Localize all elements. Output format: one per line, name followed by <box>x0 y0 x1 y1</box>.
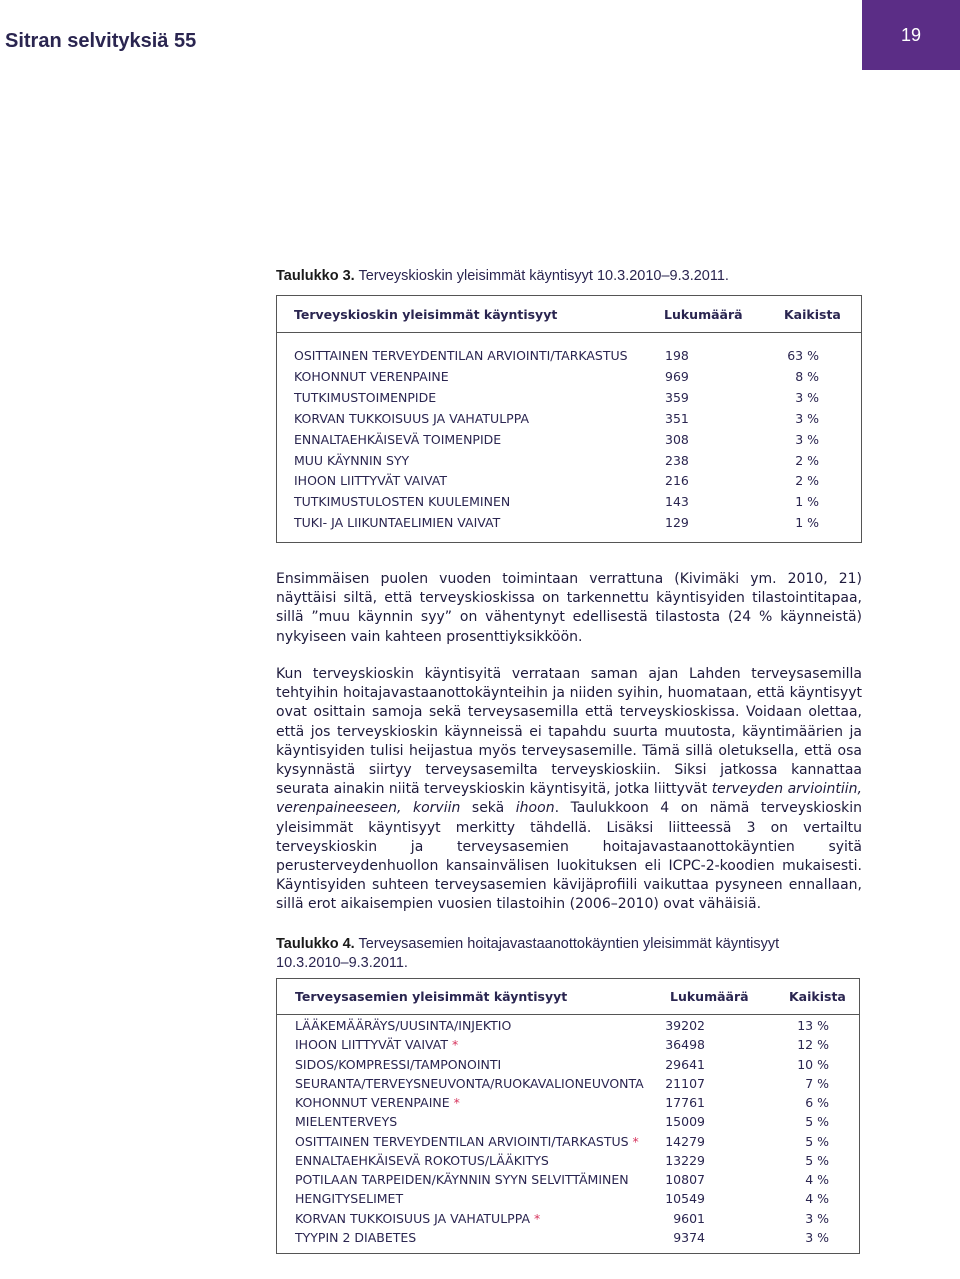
row-label: IHOON LIITTYVÄT VAIVAT <box>294 473 448 489</box>
row-label <box>295 1134 639 1149</box>
paragraph-2-part3: . Taulukkoon 4 on nämä terveyskioskin yleisimmät käyntisyyt merkitty tähdellä. Lisäksi liitteessä 3 on vertailtu terveyskioskin ja terveysasemien hoitajavastaanottokäyntien syitä perusterveydenhuollon kansainvälisen luokituksen eli ICPC-2-koodien mukaisesti. Käyntisyiden suhteen terveysasemien kävijäprofiili vaikuttaa pysyneen ennallaan, sillä erot aikaisempien vuosien tilastoihin (2006–2010) ovat vähäisiä. <box>276 800 862 913</box>
row-label-text: KOHONNUT VERENPAINE <box>295 1095 450 1110</box>
row-label-text: KORVAN TUKKOISUUS JA VAHATULPPA <box>295 1210 530 1226</box>
row-label <box>295 1057 501 1072</box>
table3 <box>276 295 862 543</box>
publication-series-title: Sitran selvityksiä 55 <box>5 30 197 52</box>
table-row <box>277 1113 859 1133</box>
row-share: 5 % <box>805 1152 829 1168</box>
row-label: TUTKIMUSTULOSTEN KUULEMINEN <box>294 494 511 510</box>
row-share: 3 % <box>795 431 819 447</box>
star-marker: * <box>530 1210 541 1226</box>
row-count: 10549 <box>665 1191 705 1207</box>
paragraph-1 <box>276 570 862 647</box>
paragraph-2-part2: sekä <box>460 800 516 817</box>
row-label <box>295 1037 458 1052</box>
row-count: 13229 <box>665 1152 705 1168</box>
table-row <box>277 1036 859 1056</box>
table4 <box>276 978 860 1254</box>
row-count: 359 <box>665 389 689 405</box>
row-share: 4 % <box>805 1172 829 1187</box>
row-label <box>295 1172 629 1187</box>
row-count: 36498 <box>665 1037 705 1053</box>
row-count: 21107 <box>665 1075 705 1091</box>
row-label-text: IHOON LIITTYVÄT VAIVAT <box>295 1037 449 1053</box>
row-label: KOHONNUT VERENPAINE <box>294 368 449 384</box>
row-share: 3 % <box>795 389 819 405</box>
table4-header-row <box>277 979 859 1015</box>
row-label: TUTKIMUSTOIMENPIDE <box>294 389 437 405</box>
row-share: 3 % <box>795 410 819 426</box>
row-count: 143 <box>665 494 689 510</box>
row-share: 8 % <box>795 368 819 384</box>
table3-caption <box>276 267 856 286</box>
row-share: 5 % <box>805 1114 829 1130</box>
star-marker: * <box>628 1133 639 1149</box>
table-row <box>277 430 861 450</box>
table3-caption-label: Taulukko 3. <box>276 268 355 284</box>
row-label-text: TYYPIN 2 DIABETES <box>295 1229 417 1245</box>
row-label-text: SEURANTA/TERVEYSNEUVONTA/RUOKAVALIONEUVONTA <box>295 1075 644 1091</box>
table-row <box>277 1075 859 1095</box>
table-row <box>277 367 861 387</box>
row-share: 5 % <box>805 1133 829 1149</box>
table4-caption <box>276 935 846 973</box>
star-marker: * <box>448 1037 459 1053</box>
row-label-text: SIDOS/KOMPRESSI/TAMPONOINTI <box>295 1056 502 1072</box>
row-count: 969 <box>665 368 689 384</box>
table-row <box>277 1229 859 1249</box>
row-share: 2 % <box>795 473 819 489</box>
paragraph-2-italic2: ihoon <box>515 800 555 817</box>
row-share: 12 % <box>797 1037 829 1053</box>
row-count: 198 <box>665 348 689 363</box>
row-label <box>295 1095 460 1110</box>
row-label-text: HENGITYSELIMET <box>295 1191 404 1207</box>
row-label-text: OSITTAINEN TERVEYDENTILAN ARVIOINTI/TARKASTUS <box>295 1133 629 1149</box>
row-share: 4 % <box>805 1191 829 1207</box>
row-share: 1 % <box>795 494 819 510</box>
table3-header-row <box>277 296 861 333</box>
row-label: KORVAN TUKKOISUUS JA VAHATULPPA <box>294 410 529 426</box>
row-count: 39202 <box>665 1018 705 1033</box>
table-row <box>277 471 861 491</box>
row-label-text: POTILAAN TARPEIDEN/KÄYNNIN SYYN SELVITTÄMINEN <box>295 1172 629 1187</box>
row-count: 351 <box>665 410 689 426</box>
table3-col-count: Lukumäärä <box>664 307 743 322</box>
row-share: 13 % <box>797 1018 829 1033</box>
table-row <box>277 1152 859 1172</box>
row-count: 15009 <box>665 1114 705 1130</box>
row-label: MUU KÄYNNIN SYY <box>294 452 410 468</box>
row-label <box>295 1230 416 1245</box>
row-count: 29641 <box>665 1056 705 1072</box>
row-share: 63 % <box>787 348 819 363</box>
table-row <box>277 388 861 408</box>
table-row <box>277 492 861 512</box>
paragraph-2-part1: Kun terveyskioskin käyntisyitä verrataan saman ajan Lahden terveysasemilla tehtyihin hoitajavastaanottokäynteihin ja niiden syihin, huomataan, että käyntisyyt ovat osittain samoja sekä terveysasemilla että terveyskioskissa. Voidaan olettaa, että jos terveyskioskin käynneissä ei tapahdu suurta muutosta, käyntimäärien ja käyntisyiden tulisi heijastua myös terveysasemille. Tämä sillä oletuksella, että osa kysynnästä siirtyy terveysasemilta terveyskioskiin. Siksi jatkossa kannattaa seurata ainakin niitä terveyskioskin käyntisyitä, jotka liittyvät <box>276 666 862 798</box>
row-label: TUKI- JA LIIKUNTAELIMIEN VAIVAT <box>294 515 501 531</box>
row-label <box>295 1191 403 1206</box>
table-row <box>277 451 861 471</box>
paragraph-2 <box>276 665 862 915</box>
table-row <box>277 1056 859 1076</box>
table-row <box>277 1171 859 1191</box>
row-count: 238 <box>665 452 689 468</box>
paragraph-2-text <box>276 665 862 915</box>
row-share: 6 % <box>805 1095 829 1110</box>
row-count: 9374 <box>673 1229 705 1245</box>
row-count: 9601 <box>673 1210 705 1226</box>
row-label-text: LÄÄKEMÄÄRÄYS/UUSINTA/INJEKTIO <box>295 1018 512 1033</box>
table-row <box>277 1190 859 1210</box>
star-marker: * <box>449 1095 460 1110</box>
table-row <box>277 513 861 533</box>
row-share: 3 % <box>805 1229 829 1245</box>
paragraph-1-text: Ensimmäisen puolen vuoden toimintaan verrattuna (Kivimäki ym. 2010, 21) näyttäisi siltä, että terveyskioskissa on tarkennettu käyntisyiden tilastointitapaa, sillä ”muu käynnin syy” on vähentynyt edellisestä tilastosta (24 % käynneistä) nykyiseen vain kahteen prosenttiyksikköön. <box>276 571 862 645</box>
table-row <box>277 1094 859 1114</box>
table4-caption-text: Terveysasemien hoitajavastaanottokäyntien yleisimmät käyntisyyt 10.3.2010–9.3.2011. <box>276 936 780 971</box>
table-row <box>277 1017 859 1037</box>
table3-col-cause: Terveyskioskin yleisimmät käyntisyyt <box>294 307 558 322</box>
row-count: 14279 <box>665 1133 705 1149</box>
table4-col-cause: Terveysasemien yleisimmät käyntisyyt <box>295 989 568 1004</box>
table-row <box>277 1133 859 1153</box>
row-count: 216 <box>665 473 689 489</box>
table-row <box>277 1210 859 1230</box>
table3-caption-text: Terveyskioskin yleisimmät käyntisyyt 10.3.2010–9.3.2011. <box>354 268 729 284</box>
table3-col-share: Kaikista <box>784 307 841 322</box>
row-label <box>295 1018 511 1033</box>
table-row <box>277 346 861 366</box>
table4-caption-label: Taulukko 4. <box>276 936 355 952</box>
page-number-badge: 19 <box>862 0 960 70</box>
row-share: 1 % <box>795 515 819 531</box>
row-label: OSITTAINEN TERVEYDENTILAN ARVIOINTI/TARKASTUS <box>294 348 628 363</box>
row-share: 7 % <box>805 1075 829 1091</box>
row-label: ENNALTAEHKÄISEVÄ TOIMENPIDE <box>294 431 502 447</box>
row-count: 129 <box>665 515 689 531</box>
row-label <box>295 1153 549 1168</box>
row-share: 10 % <box>797 1056 829 1072</box>
row-share: 3 % <box>805 1210 829 1226</box>
paragraph-2-italic1: terveyden arviointiin, verenpaineeseen, korviin <box>276 781 863 817</box>
table4-col-count: Lukumäärä <box>670 989 749 1004</box>
row-share: 2 % <box>795 452 819 468</box>
row-label <box>295 1211 540 1226</box>
table-row <box>277 409 861 429</box>
row-label <box>295 1114 397 1129</box>
row-count: 308 <box>665 431 689 447</box>
row-count: 17761 <box>665 1095 705 1110</box>
row-label-text: MIELENTERVEYS <box>295 1114 398 1130</box>
row-label <box>295 1076 644 1091</box>
row-label-text: ENNALTAEHKÄISEVÄ ROKOTUS/LÄÄKITYS <box>295 1152 549 1168</box>
table4-col-share: Kaikista <box>789 989 846 1004</box>
row-count: 10807 <box>665 1172 705 1187</box>
